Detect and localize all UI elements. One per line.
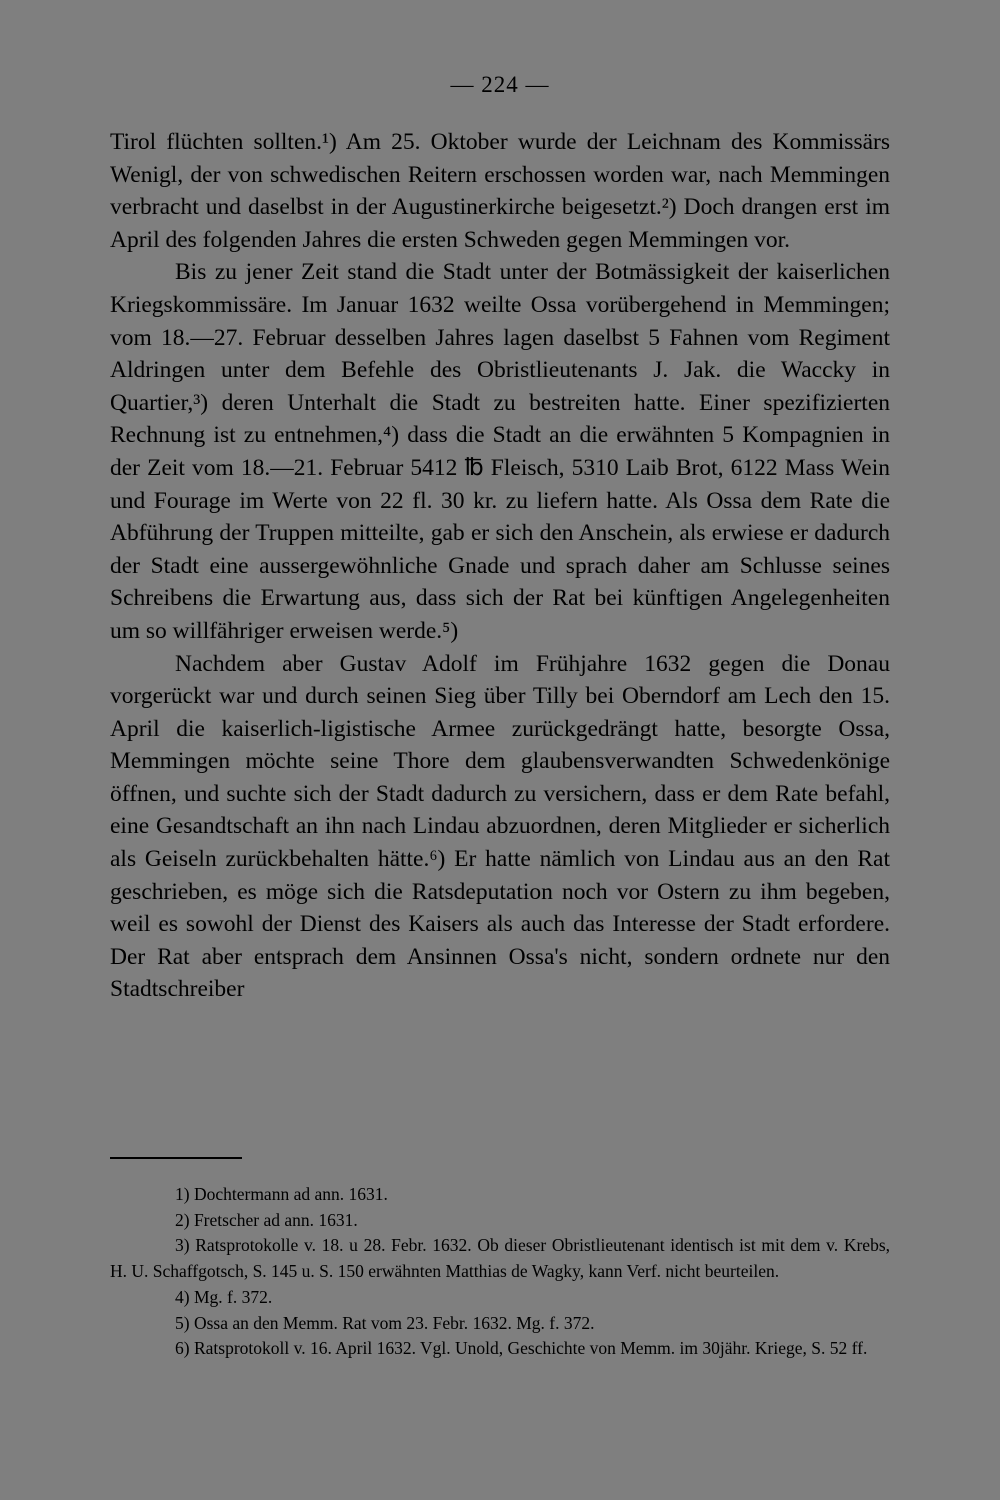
footnote: 2) Fretscher ad ann. 1631. [175,1209,358,1230]
paragraph: Bis zu jener Zeit stand die Stadt unter der Botmässigkeit der kaiserlichen Kriegskommissäre. Im Januar 1632 weilte Ossa vorübergehend in Memmingen; vom 18.—27. Februar desselben Jahres lagen daselbst 5 Fahnen vom Regiment Aldringen unter dem Befehle des Obristlieutenants J. Jak. die Waccky in Quartier,³) deren Unterhalt die Stadt zu bestreiten hatte. Einer spezifizierten Rechnung ist zu entnehmen,⁴) dass die Stadt an die erwähnten 5 Kompagnien in der Zeit vom 18.—21. Februar 5412 ℔ Fleisch, 5310 Laib Brot, 6122 Mass Wein und Fourage im Werte von 22 fl. 30 kr. zu liefern hatte. Als Ossa dem Rate die Abführung der Truppen mitteilte, gab er sich den Anschein, als erwiese er dadurch der Stadt eine aussergewöhnliche Gnade und sprach daher am Schlusse seines Schreibens die Erwartung aus, dass sich der Rat bei künftigen Angelegenheiten um so willfähriger erweisen werde.⁵) [110,259,890,644]
footnote: 6) Ratsprotokoll v. 16. April 1632. Vgl. Unold, Geschichte von Memm. im 30jähr. Kriege, S. 52 ff. [175,1338,868,1359]
paragraph: Nachdem aber Gustav Adolf im Frühjahre 1632 gegen die Donau vorgerückt war und durch seinen Sieg über Tilly bei Oberndorf am Lech den 15. April die kaiserlich-ligistische Armee zurückgedrängt hatte, besorgte Ossa, Memmingen möchte seine Thore dem glaubensverwandten Schwedenkönige öffnen, und suchte sich der Stadt dadurch zu versichern, dass er dem Rate befahl, eine Gesandtschaft an ihn nach Lindau abzuordnen, deren Mitglieder er sicherlich als Geiseln zurückbehalten hätte.⁶) Er hatte nämlich von Lindau aus an den Rat geschrieben, es möge sich die Ratsdeputation noch vor Ostern zu ihm begeben, weil es sowohl der Dienst des Kaisers als auch das Interesse der Stadt erfordere. Der Rat aber entsprach dem Ansinnen Ossa's nicht, sondern ordnete nur den Stadtschreiber [110,650,890,1003]
footnote: 3) Ratsprotokolle v. 18. u 28. Febr. 1632. Ob dieser Obristlieutenant identisch ist mit dem v. Krebs, H. U. Schaffgotsch, S. 145 u. S. 150 erwähnten Matthias de Wagky, kann Verf. nicht beurteilen. [110,1235,890,1282]
footnote-divider [110,1157,242,1159]
footnote: 1) Dochtermann ad ann. 1631. [175,1184,388,1204]
footnote: 4) Mg. f. 372. [175,1286,273,1307]
footnote: 5) Ossa an den Memm. Rat vom 23. Febr. 1632. Mg. f. 372. [175,1312,595,1333]
footnotes [110,1182,890,1362]
page-number: — 224 — [450,72,550,97]
body-text [110,126,890,1006]
paragraph: Tirol flüchten sollten.¹) Am 25. Oktober wurde der Leichnam des Kommissärs Wenigl, der von schwedischen Reitern erschossen worden war, nach Memmingen verbracht und daselbst in der Augustinerkirche beigesetzt.²) Doch drangen erst im April des folgenden Jahres die ersten Schweden gegen Memmingen vor. [110,129,890,253]
